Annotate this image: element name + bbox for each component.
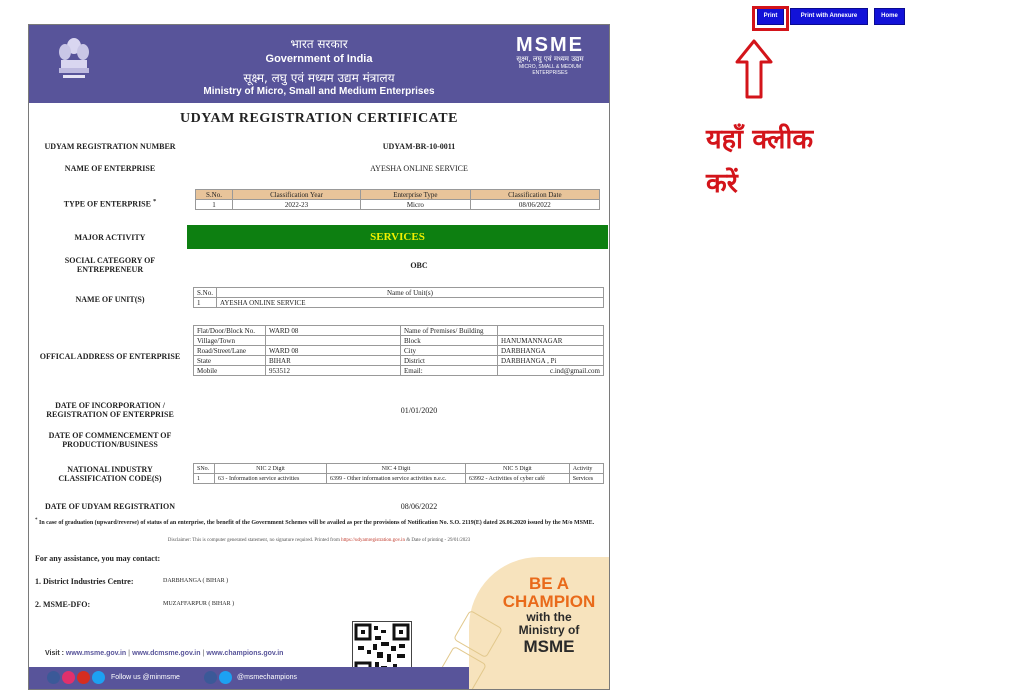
table-cell: Services xyxy=(569,474,603,484)
commencement-label-line1: DATE OF COMMENCEMENT OF xyxy=(48,431,172,440)
banner-govt-of-india: Government of India xyxy=(265,53,373,65)
table-row xyxy=(194,366,604,376)
table-cell: Mobile xyxy=(194,366,266,376)
table-cell: Flat/Door/Block No. xyxy=(194,326,266,336)
twitter-icon[interactable] xyxy=(92,671,105,684)
dic-label: 1. District Industries Centre: xyxy=(35,577,134,586)
table-cell: HANUMANNAGAR xyxy=(498,336,604,346)
social-category-label xyxy=(35,256,185,274)
champion-promo-text xyxy=(489,575,609,656)
table-header: Classification Date xyxy=(470,190,599,200)
callout-line-2: करें xyxy=(706,168,738,199)
table-header: NIC 4 Digit xyxy=(327,464,466,474)
unit-names-table xyxy=(193,287,604,308)
visit-links xyxy=(45,650,283,657)
table-header: Name of Unit(s) xyxy=(216,288,603,298)
udyam-certificate xyxy=(28,24,610,690)
banner-hindi-ministry: सूक्ष्म, लघु एवं मध्यम उद्यम मंत्रालय xyxy=(243,71,395,85)
promo-line-3: with the xyxy=(526,610,572,624)
banner-ministry-name: Ministry of Micro, Small and Medium Enterprises xyxy=(203,86,435,97)
disclaimer-suffix: & Date of printing - 29/01/2023 xyxy=(406,538,471,543)
table-cell: 2022-23 xyxy=(233,200,361,210)
table-header: S.No. xyxy=(196,190,233,200)
table-header: Enterprise Type xyxy=(361,190,471,200)
address-table xyxy=(193,325,604,376)
major-activity-value: SERVICES xyxy=(187,225,608,249)
social-category-value: OBC xyxy=(410,261,428,270)
table-cell: Village/Town xyxy=(194,336,266,346)
print-with-annexure-button[interactable]: Print with Annexure xyxy=(790,8,868,25)
msme-logo-hindi: सूक्ष्म, लघु एवं मध्यम उद्यम xyxy=(516,55,584,63)
table-cell: c.ind@gmail.com xyxy=(498,366,604,376)
graduation-note: * In case of graduation (upward/reverse) of status of an enterprise, the benefit of the Government Schemes will be availed as per the provisions of Notification No. S.O. 2119(E) dated 26.06.2020 issued by the M/o MSME. xyxy=(35,518,595,526)
table-cell: 1 xyxy=(194,298,217,308)
up-arrow-icon xyxy=(734,38,774,100)
social-footer xyxy=(29,667,469,689)
enterprise-type-mark: * xyxy=(152,198,157,205)
enterprise-name-value: AYESHA ONLINE SERVICE xyxy=(370,164,468,173)
assistance-heading: For any assistance, you may contact: xyxy=(35,554,161,563)
table-row xyxy=(194,336,604,346)
incorporation-label-line1: DATE OF INCORPORATION / xyxy=(55,401,165,410)
msme-logo-english: MICRO, SMALL & MEDIUM ENTERPRISES xyxy=(518,64,582,76)
twitter-icon[interactable] xyxy=(219,671,232,684)
nic-code-table xyxy=(193,463,604,484)
table-cell xyxy=(266,336,401,346)
nic-label-line2: CLASSIFICATION CODE(S) xyxy=(58,474,162,483)
table-cell: BIHAR xyxy=(266,356,401,366)
table-header: Classification Year xyxy=(233,190,361,200)
graduation-note-text: In case of graduation (upward/reverse) of status of an enterprise, the benefit of the Government Schemes will be availed as per the provisions of Notification No. S.O. 2119(E) dated 26.06.2020 issued by the M/o MSME. xyxy=(39,520,595,526)
certificate-title: UDYAM REGISTRATION CERTIFICATE xyxy=(180,111,458,126)
promo-line-2: CHAMPION xyxy=(502,592,596,611)
table-cell xyxy=(498,326,604,336)
classification-table xyxy=(195,189,600,210)
table-row xyxy=(196,200,600,210)
table-cell: 63992 - Activities of cyber café xyxy=(466,474,570,484)
link-separator: | xyxy=(202,650,205,657)
msme-logo xyxy=(505,35,595,76)
commencement-date-label xyxy=(35,431,185,449)
promo-line-5: MSME xyxy=(523,637,575,656)
banner-hindi-govt: भारत सरकार xyxy=(290,37,348,51)
table-cell: State xyxy=(194,356,266,366)
table-cell: 1 xyxy=(196,200,233,210)
table-cell: Email: xyxy=(401,366,498,376)
reg-number-value: UDYAM-BR-10-0011 xyxy=(382,142,456,151)
msme-site-link[interactable]: www.msme.gov.in xyxy=(65,650,127,657)
table-cell: Micro xyxy=(361,200,471,210)
link-separator: | xyxy=(128,650,131,657)
disclaimer-link[interactable]: https://udyamregistration.gov.in xyxy=(341,538,405,543)
champions-site-link[interactable]: www.champions.gov.in xyxy=(206,650,284,657)
nic-code-label xyxy=(35,465,185,483)
unit-names-label: NAME OF UNIT(S) xyxy=(75,295,145,304)
incorporation-label-line2: REGISTRATION OF ENTERPRISE xyxy=(46,410,174,419)
table-cell: 08/06/2022 xyxy=(470,200,599,210)
instagram-icon[interactable] xyxy=(62,671,75,684)
enterprise-name-label: NAME OF ENTERPRISE xyxy=(64,164,156,173)
table-row xyxy=(194,346,604,356)
table-cell: Road/Street/Lane xyxy=(194,346,266,356)
unit-header-row xyxy=(194,288,604,298)
address-label: OFFICAL ADDRESS OF ENTERPRISE xyxy=(39,352,181,361)
dfo-label: 2. MSME-DFO: xyxy=(35,600,91,609)
disclaimer-text: Disclaimer: This is computer generated statement, no signature required. Printed from xyxy=(167,538,340,543)
table-cell: City xyxy=(401,346,498,356)
callout-line-1: यहाँ क्लीक xyxy=(706,124,814,155)
home-button[interactable]: Home xyxy=(874,8,905,25)
table-header: NIC 5 Digit xyxy=(466,464,570,474)
table-header: Activity xyxy=(569,464,603,474)
print-button[interactable]: Print xyxy=(757,8,784,25)
table-cell: Name of Premises/ Building xyxy=(401,326,498,336)
major-activity-label: MAJOR ACTIVITY xyxy=(74,233,146,242)
ministry-banner xyxy=(29,25,609,103)
nic-header-row xyxy=(194,464,604,474)
table-row xyxy=(194,298,604,308)
udyam-date-label: DATE OF UDYAM REGISTRATION xyxy=(44,502,175,511)
table-cell: 63 - Information service activities xyxy=(215,474,327,484)
youtube-icon[interactable] xyxy=(77,671,90,684)
incorporation-date-label xyxy=(35,401,185,419)
facebook-icon[interactable] xyxy=(204,671,217,684)
commencement-label-line2: PRODUCTION/BUSINESS xyxy=(62,440,158,449)
click-here-callout xyxy=(706,118,813,206)
visit-prefix: Visit : xyxy=(45,650,64,657)
print-highlight-box xyxy=(752,6,789,31)
promo-line-4: Ministry of xyxy=(518,623,580,637)
social-category-label-line2: ENTREPRENEUR xyxy=(76,265,144,274)
promo-line-1: BE A xyxy=(529,574,569,593)
reg-number-label: UDYAM REGISTRATION NUMBER xyxy=(44,142,176,151)
dfo-value: MUZAFFARPUR ( BIHAR ) xyxy=(163,601,235,607)
enterprise-type-label xyxy=(35,197,185,209)
table-cell: DARBHANGA , Pi xyxy=(498,356,604,366)
table-row xyxy=(194,356,604,366)
nic-label-line1: NATIONAL INDUSTRY xyxy=(67,465,153,474)
table-cell: 6399 - Other information service activities n.e.c. xyxy=(327,474,466,484)
table-cell: 1 xyxy=(194,474,215,484)
table-cell: DARBHANGA xyxy=(498,346,604,356)
table-cell: 953512 xyxy=(266,366,401,376)
follow-us-text: Follow us @minmsme xyxy=(111,674,180,681)
table-row xyxy=(194,474,604,484)
table-cell: AYESHA ONLINE SERVICE xyxy=(216,298,603,308)
facebook-icon[interactable] xyxy=(47,671,60,684)
table-header: NIC 2 Digit xyxy=(215,464,327,474)
dcmsme-site-link[interactable]: www.dcmsme.gov.in xyxy=(132,650,201,657)
table-row xyxy=(194,326,604,336)
champions-handle-text: @msmechampions xyxy=(237,674,298,681)
msme-logo-word: MSME xyxy=(516,34,584,56)
table-cell: Block xyxy=(401,336,498,346)
dic-value: DARBHANGA ( BIHAR ) xyxy=(163,578,229,584)
table-cell: WARD 08 xyxy=(266,346,401,356)
table-cell: District xyxy=(401,356,498,366)
table-header: SNo. xyxy=(194,464,215,474)
table-header: S.No. xyxy=(194,288,217,298)
incorporation-date-value: 01/01/2020 xyxy=(400,406,438,415)
disclaimer xyxy=(29,538,609,543)
udyam-date-value: 08/06/2022 xyxy=(400,502,438,511)
classification-header-row xyxy=(196,190,600,200)
enterprise-type-label-text: TYPE OF ENTERPRISE xyxy=(63,199,151,209)
social-category-label-line1: SOCIAL CATEGORY OF xyxy=(64,256,156,265)
table-cell: WARD 08 xyxy=(266,326,401,336)
